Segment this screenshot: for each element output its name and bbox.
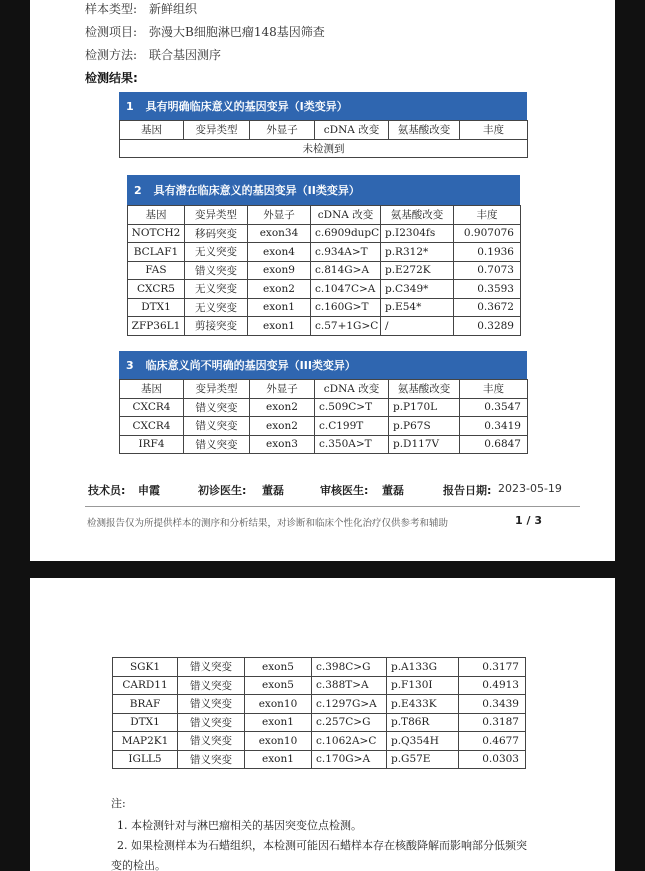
report-page-2 bbox=[30, 578, 615, 871]
table-cell: exon2 bbox=[248, 280, 311, 299]
column-header: cDNA 改变 bbox=[315, 380, 389, 399]
table-cell: 0.1936 bbox=[454, 243, 521, 262]
table-cell: exon9 bbox=[248, 261, 311, 280]
technician-label: 技术员: bbox=[88, 484, 126, 497]
report-page-1 bbox=[30, 0, 615, 561]
table-cell: 0.0303 bbox=[459, 750, 526, 769]
notes-section bbox=[111, 794, 581, 871]
table-cell: CXCR5 bbox=[128, 280, 185, 299]
section-2-table bbox=[127, 205, 521, 336]
table-cell: exon5 bbox=[245, 676, 312, 695]
table-cell: c.1062A>C bbox=[312, 732, 387, 751]
table-row bbox=[113, 713, 526, 732]
table-cell: p.E272K bbox=[381, 261, 454, 280]
table-row bbox=[113, 658, 526, 677]
table-cell: 0.907076 bbox=[454, 224, 521, 243]
table-cell: 错义突变 bbox=[185, 261, 248, 280]
section-3-table bbox=[119, 379, 528, 454]
table-cell: 0.3547 bbox=[460, 398, 528, 417]
table-cell: c.934A>T bbox=[311, 243, 381, 262]
table-cell: p.Q354H bbox=[387, 732, 459, 751]
table-cell: exon10 bbox=[245, 695, 312, 714]
column-header: 氨基酸改变 bbox=[381, 206, 454, 225]
table-cell: c.398C>G bbox=[312, 658, 387, 677]
report-date-label: 报告日期: bbox=[443, 484, 492, 497]
table-cell: NOTCH2 bbox=[128, 224, 185, 243]
table-cell: p.E433K bbox=[387, 695, 459, 714]
table-cell: p.A133G bbox=[387, 658, 459, 677]
table-cell: MAP2K1 bbox=[113, 732, 178, 751]
column-header: 变异类型 bbox=[184, 121, 250, 140]
table-cell: 错义突变 bbox=[178, 695, 245, 714]
table-cell: c.170G>A bbox=[312, 750, 387, 769]
table-cell: DTX1 bbox=[128, 298, 185, 317]
table-row bbox=[113, 695, 526, 714]
column-header: 外显子 bbox=[250, 121, 315, 140]
report-date-value: 2023-05-19 bbox=[498, 482, 562, 495]
table-cell: 错义突变 bbox=[178, 658, 245, 677]
table-cell: c.1047C>A bbox=[311, 280, 381, 299]
table-cell: c.509C>T bbox=[315, 398, 389, 417]
section-2-header-row bbox=[128, 206, 521, 225]
table-cell: 无义突变 bbox=[185, 280, 248, 299]
column-header: 丰度 bbox=[460, 121, 528, 140]
section-3-header-row bbox=[120, 380, 528, 399]
table-cell: c.57+1G>C bbox=[311, 317, 381, 336]
table-cell: exon1 bbox=[245, 750, 312, 769]
table-cell: p.P67S bbox=[389, 417, 460, 436]
table-row bbox=[113, 676, 526, 695]
table-row bbox=[120, 417, 528, 436]
table-cell: IGLL5 bbox=[113, 750, 178, 769]
table-cell: 0.3439 bbox=[459, 695, 526, 714]
section-1-table bbox=[119, 120, 528, 158]
continued-variant-table bbox=[112, 657, 526, 769]
table-row bbox=[128, 298, 521, 317]
not-detected-text: 未检测到 bbox=[120, 139, 528, 158]
column-header: 基因 bbox=[120, 380, 184, 399]
table-cell: 错义突变 bbox=[178, 676, 245, 695]
table-cell: c.6909dupC bbox=[311, 224, 381, 243]
table-cell: p.E54* bbox=[381, 298, 454, 317]
table-cell: BRAF bbox=[113, 695, 178, 714]
table-cell: p.P170L bbox=[389, 398, 460, 417]
table-row bbox=[128, 243, 521, 262]
section-2-title: 具有潜在临床意义的基因变异（II类变异） bbox=[153, 184, 360, 197]
table-cell: 错义突变 bbox=[184, 435, 250, 454]
test-method-label: 检测方法: bbox=[85, 48, 138, 62]
section-3-body bbox=[120, 380, 528, 454]
table-cell: exon1 bbox=[245, 713, 312, 732]
table-row bbox=[113, 750, 526, 769]
sample-type-value: 新鲜组织 bbox=[149, 2, 198, 16]
table-row bbox=[120, 398, 528, 417]
table-cell: 0.3593 bbox=[454, 280, 521, 299]
section-1-number: 1 bbox=[126, 99, 134, 113]
column-header: 外显子 bbox=[250, 380, 315, 399]
table-cell: p.D117V bbox=[389, 435, 460, 454]
column-header: 丰度 bbox=[454, 206, 521, 225]
column-header: 基因 bbox=[128, 206, 185, 225]
table-row bbox=[128, 224, 521, 243]
table-cell: c.160G>T bbox=[311, 298, 381, 317]
table-cell: exon34 bbox=[248, 224, 311, 243]
table-row bbox=[128, 317, 521, 336]
footer-divider bbox=[85, 506, 580, 507]
table-cell: exon3 bbox=[250, 435, 315, 454]
table-cell: 0.7073 bbox=[454, 261, 521, 280]
continued-variant-body bbox=[113, 658, 526, 769]
table-cell: c.C199T bbox=[315, 417, 389, 436]
notes-title: 注: bbox=[111, 797, 126, 810]
table-cell: c.257C>G bbox=[312, 713, 387, 732]
test-item-value: 弥漫大B细胞淋巴瘤148基因筛查 bbox=[149, 25, 325, 39]
column-header: 基因 bbox=[120, 121, 184, 140]
section-2-header bbox=[127, 175, 520, 205]
table-cell: 0.3419 bbox=[460, 417, 528, 436]
section-3-header bbox=[119, 351, 527, 379]
review-doctor-label: 审核医生: bbox=[320, 484, 369, 497]
table-cell: 0.4913 bbox=[459, 676, 526, 695]
table-cell: exon2 bbox=[250, 417, 315, 436]
table-cell: 错义突变 bbox=[178, 750, 245, 769]
table-cell: p.F130I bbox=[387, 676, 459, 695]
initial-doctor-label: 初诊医生: bbox=[198, 484, 247, 497]
table-row bbox=[128, 261, 521, 280]
technician-name: 申霞 bbox=[138, 484, 160, 497]
sample-type-row bbox=[85, 0, 197, 17]
table-cell: IRF4 bbox=[120, 435, 184, 454]
table-cell: exon4 bbox=[248, 243, 311, 262]
test-method-value: 联合基因测序 bbox=[149, 48, 222, 62]
table-cell: exon10 bbox=[245, 732, 312, 751]
column-header: cDNA 改变 bbox=[311, 206, 381, 225]
section-1-title: 具有明确临床意义的基因变异（I类变异） bbox=[145, 100, 348, 113]
section-1-header-row bbox=[120, 121, 528, 140]
section-3-title: 临床意义尚不明确的基因变异（III类变异） bbox=[145, 359, 356, 372]
column-header: cDNA 改变 bbox=[315, 121, 389, 140]
table-cell: 0.3672 bbox=[454, 298, 521, 317]
table-cell: 无义突变 bbox=[185, 298, 248, 317]
table-cell: 剪接突变 bbox=[185, 317, 248, 336]
table-cell: 0.3289 bbox=[454, 317, 521, 336]
section-2-number: 2 bbox=[134, 183, 142, 197]
table-cell: 0.4677 bbox=[459, 732, 526, 751]
table-cell: 移码突变 bbox=[185, 224, 248, 243]
table-cell: exon5 bbox=[245, 658, 312, 677]
table-cell: 错义突变 bbox=[178, 732, 245, 751]
table-cell: exon1 bbox=[248, 298, 311, 317]
table-cell: 0.6847 bbox=[460, 435, 528, 454]
column-header: 变异类型 bbox=[185, 206, 248, 225]
table-cell: c.814G>A bbox=[311, 261, 381, 280]
test-method-row bbox=[85, 46, 221, 63]
table-cell: c.1297G>A bbox=[312, 695, 387, 714]
sample-type-label: 样本类型: bbox=[85, 2, 138, 16]
section-1-empty-row bbox=[120, 139, 528, 158]
table-cell: CARD11 bbox=[113, 676, 178, 695]
table-cell: BCLAF1 bbox=[128, 243, 185, 262]
note-item-1: 1. 本检测针对与淋巴瘤相关的基因突变位点检测。 bbox=[117, 819, 362, 832]
table-cell: CXCR4 bbox=[120, 417, 184, 436]
note-item-2: 2. 如果检测样本为石蜡组织，本检测可能因石蜡样本存在核酸降解而影响部分低频突 bbox=[117, 839, 527, 852]
table-cell: FAS bbox=[128, 261, 185, 280]
table-cell: p.R312* bbox=[381, 243, 454, 262]
column-header: 氨基酸改变 bbox=[389, 380, 460, 399]
section-1-header bbox=[119, 92, 527, 120]
test-item-label: 检测项目: bbox=[85, 25, 138, 39]
column-header: 氨基酸改变 bbox=[389, 121, 460, 140]
test-item-row bbox=[85, 23, 325, 40]
table-cell: DTX1 bbox=[113, 713, 178, 732]
table-row bbox=[113, 732, 526, 751]
column-header: 外显子 bbox=[248, 206, 311, 225]
review-doctor-name: 董磊 bbox=[382, 484, 404, 497]
table-row bbox=[120, 435, 528, 454]
column-header: 变异类型 bbox=[184, 380, 250, 399]
page-number: 1 / 3 bbox=[515, 514, 542, 527]
table-cell: ZFP36L1 bbox=[128, 317, 185, 336]
table-cell: / bbox=[381, 317, 454, 336]
section-3-number: 3 bbox=[126, 358, 134, 372]
table-cell: p.T86R bbox=[387, 713, 459, 732]
table-cell: 0.3187 bbox=[459, 713, 526, 732]
table-row bbox=[128, 280, 521, 299]
table-cell: SGK1 bbox=[113, 658, 178, 677]
table-cell: 无义突变 bbox=[185, 243, 248, 262]
table-cell: 0.3177 bbox=[459, 658, 526, 677]
table-cell: exon1 bbox=[248, 317, 311, 336]
initial-doctor-name: 董磊 bbox=[262, 484, 284, 497]
table-cell: c.350A>T bbox=[315, 435, 389, 454]
table-cell: 错义突变 bbox=[178, 713, 245, 732]
section-2-body bbox=[128, 206, 521, 336]
table-cell: c.388T>A bbox=[312, 676, 387, 695]
table-cell: CXCR4 bbox=[120, 398, 184, 417]
table-cell: 错义突变 bbox=[184, 398, 250, 417]
table-cell: p.I2304fs bbox=[381, 224, 454, 243]
note-item-2-continued: 变的检出。 bbox=[111, 859, 166, 871]
results-title: 检测结果: bbox=[85, 71, 138, 85]
footer-disclaimer: 检测报告仅为所提供样本的测序和分析结果，对诊断和临床个性化治疗仅供参考和辅助 bbox=[87, 518, 449, 529]
table-cell: 错义突变 bbox=[184, 417, 250, 436]
table-cell: exon2 bbox=[250, 398, 315, 417]
table-cell: p.G57E bbox=[387, 750, 459, 769]
table-cell: p.C349* bbox=[381, 280, 454, 299]
column-header: 丰度 bbox=[460, 380, 528, 399]
